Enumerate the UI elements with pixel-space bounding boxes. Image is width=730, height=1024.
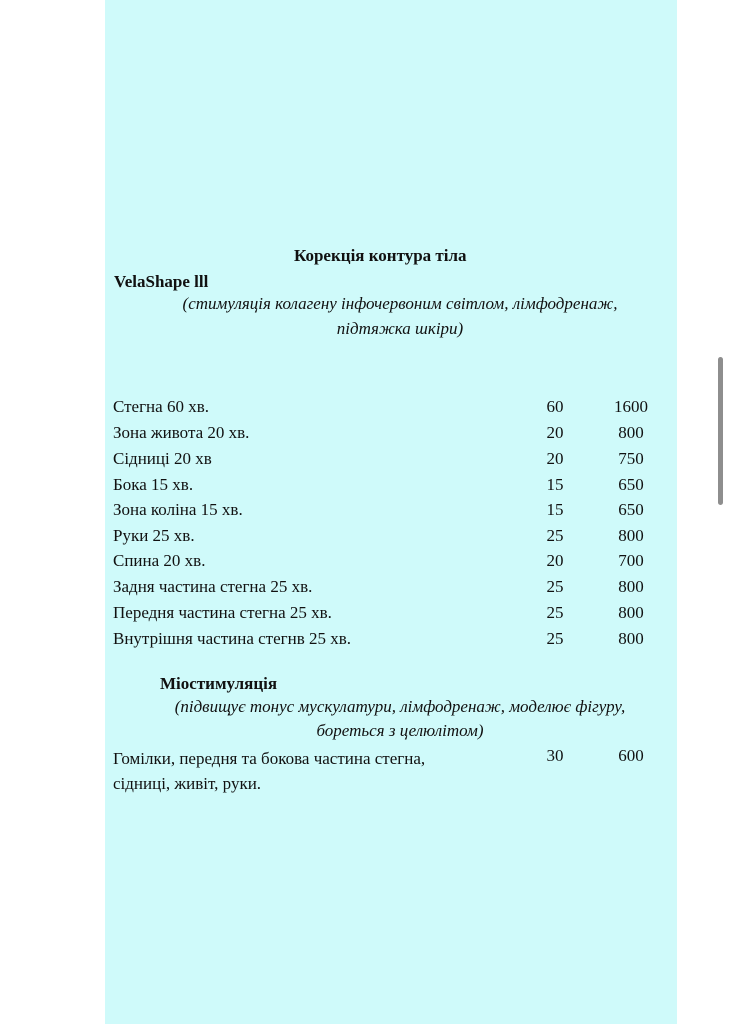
procedure-price: 800 [618,526,644,545]
procedure-price: 800 [618,423,644,442]
myostimulation-description-line-1: (підвищує тонус мускулатури, лімфодренаж, моделює фігуру, [174,697,626,716]
myostimulation-description-line-2: бореться з целюлітом) [316,721,484,740]
section-title: Корекція контура тіла [294,246,467,265]
procedure-price: 700 [618,551,644,570]
procedure-minutes: 25 [546,603,564,622]
procedure-price: 800 [618,577,644,596]
procedure-price: 650 [618,500,644,519]
procedure-price: 1600 [614,397,648,416]
procedure-price: 800 [618,629,644,648]
procedure-price: 750 [618,449,644,468]
procedure-minutes: 60 [546,397,564,416]
procedure-price: 650 [618,475,644,494]
procedure-minutes: 25 [546,526,564,545]
procedure-minutes: 25 [546,629,564,648]
procedure-name: Внутрішня частина стегнв 25 хв. [113,629,352,648]
procedure-name: Сідниці 20 хв [113,449,212,468]
procedure-name: Зона живота 20 хв. [113,423,250,442]
myostimulation-title: Міостимуляція [160,674,278,693]
procedure-minutes: 25 [546,577,564,596]
procedure-price: 800 [618,603,644,622]
procedure-minutes: 20 [546,551,564,570]
myostimulation-procedure-name [113,746,425,796]
procedure-name: Передня частина стегна 25 хв. [113,603,332,622]
myostimulation-procedure-name-line-1: Гомілки, передня та бокова частина стегна, [113,749,426,768]
procedure-name: Зона коліна 15 хв. [113,500,243,519]
myostimulation-minutes: 30 [546,746,564,765]
device-name: VelaShape lll [114,272,209,291]
procedure-minutes: 15 [546,500,564,519]
procedure-name: Бока 15 хв. [113,475,194,494]
procedure-minutes: 20 [546,449,564,468]
procedure-name: Задня частина стегна 25 хв. [113,577,313,596]
device-description-line-1: (стимуляція колагену інфочервоним світлом, лімфодренаж, [182,294,618,313]
scrollbar-thumb[interactable] [718,357,723,505]
procedure-name: Спина 20 хв. [113,551,206,570]
myostimulation-price: 600 [618,746,644,765]
procedure-minutes: 15 [546,475,564,494]
procedure-minutes: 20 [546,423,564,442]
device-description-line-2: підтяжка шкіри) [336,319,464,338]
procedure-name: Руки 25 хв. [113,526,195,545]
procedure-name: Стегна 60 хв. [113,397,209,416]
myostimulation-procedure-name-line-2: сідниці, живіт, руки. [113,774,262,793]
